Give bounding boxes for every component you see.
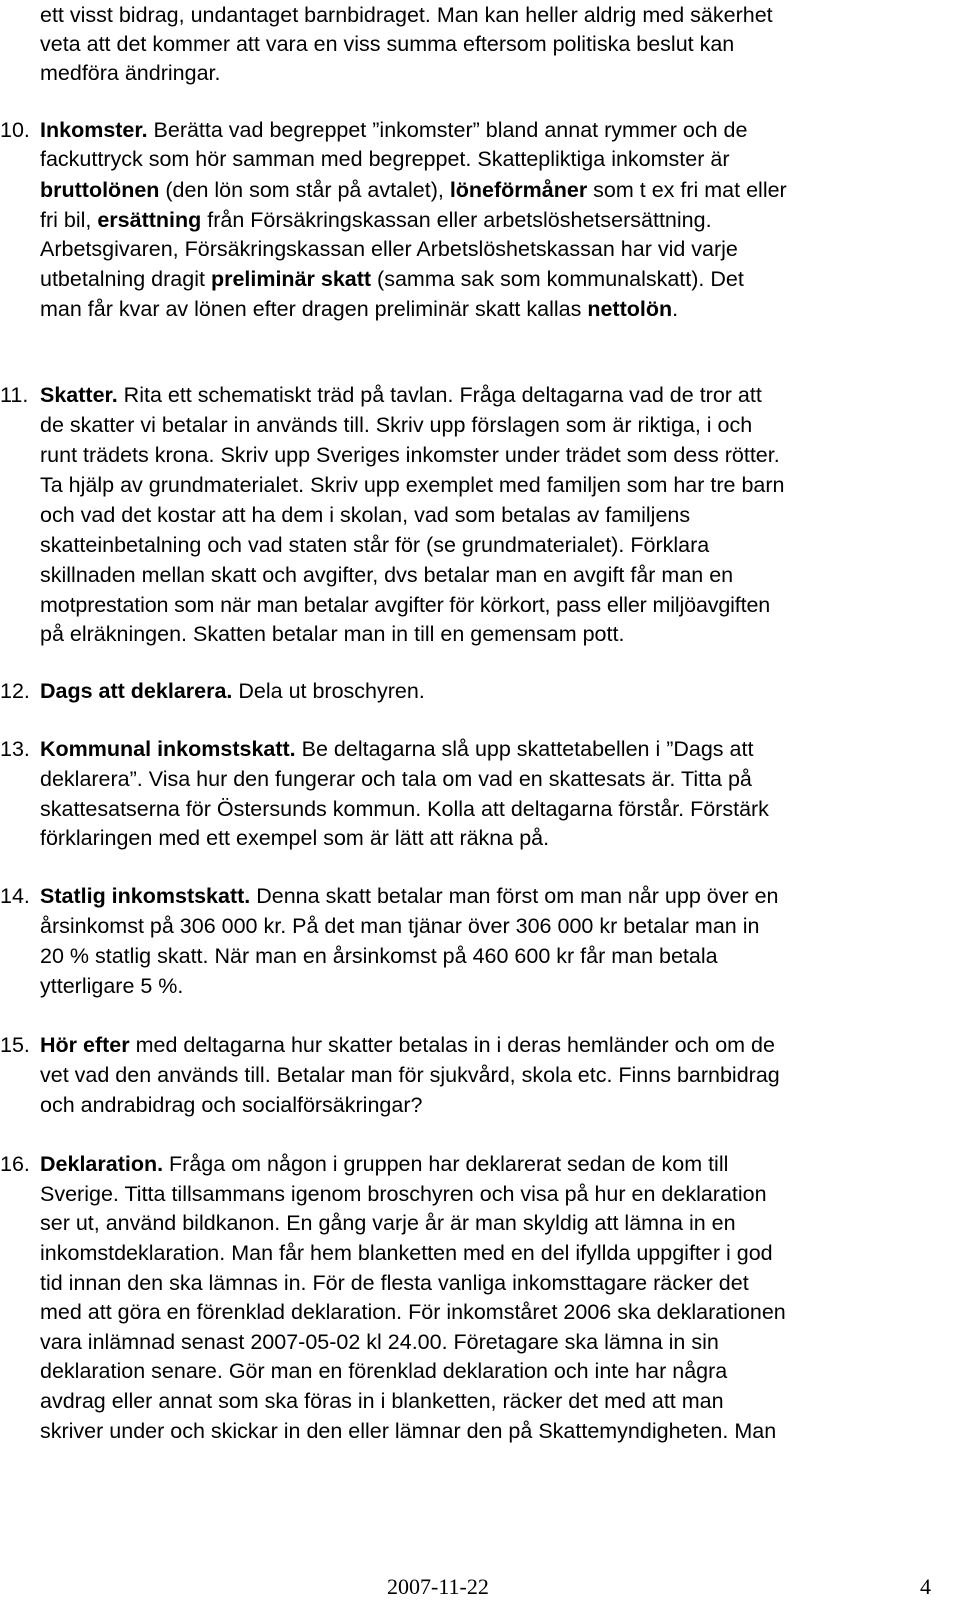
text-line: på elräkningen. Skatten betalar man in till en gemensam pott. (40, 622, 625, 646)
item-number: 10. (0, 118, 30, 142)
text-line: skillnaden mellan skatt och avgifter, dvs betalar man en avgift får man en (40, 563, 734, 587)
text-line: skattesatserna för Östersunds kommun. Kolla att deltagarna förstår. Förstärk (40, 797, 769, 821)
item-first-line (40, 881, 779, 911)
item-text: Denna skatt betalar man först om man når upp över en (250, 884, 779, 908)
item-text: Berätta vad begreppet ”inkomster” bland annat rymmer och de (147, 118, 748, 142)
item-number: 13. (0, 737, 30, 761)
item-title: Kommunal inkomstskatt. (40, 737, 296, 761)
page-footer (0, 1572, 960, 1602)
text-line: motprestation som när man betalar avgifter för körkort, pass eller miljöavgiften (40, 593, 771, 617)
text-line: och vad det kostar att ha dem i skolan, vad som betalas av familjens (40, 503, 691, 527)
item-number: 11. (0, 383, 29, 407)
text-line: deklarera”. Visa hur den fungerar och tala om vad en skattesats är. Titta på (40, 767, 752, 791)
term-ersattning: ersättning (97, 208, 202, 232)
item-title: Deklaration. (40, 1152, 164, 1176)
term-nettolon: nettolön (587, 297, 673, 321)
text-span: (den lön som står på avtalet), (159, 178, 450, 202)
item-number: 16. (0, 1152, 30, 1176)
text-span: från Försäkringskassan eller arbetslöshetsersättning. (201, 208, 712, 232)
item-title: Hör efter (40, 1033, 130, 1057)
item-first-line (40, 1030, 775, 1060)
text-line: skriver under och skickar in den eller lämnar den på Skattemyndigheten. Man (40, 1419, 777, 1443)
item-first-line (40, 734, 753, 764)
text-line: Ta hjälp av grundmaterialet. Skriv upp exemplet med familjen som har tre barn (40, 473, 785, 497)
text-line: vara inlämnad senast 2007-05-02 kl 24.00. Företagare ska lämna in sin (40, 1330, 719, 1354)
text-line (40, 264, 744, 294)
text-line: fackuttryck som hör samman med begreppet. Skattepliktiga inkomster är (40, 147, 730, 171)
item-first-line (40, 380, 762, 410)
text-line: med att göra en förenklad deklaration. För inkomståret 2006 ska deklarationen (40, 1300, 786, 1324)
text-line: de skatter vi betalar in används till. Skriv upp förslagen som är riktiga, i och (40, 413, 753, 437)
item-text: med deltagarna hur skatter betalas in i deras hemländer och om de (129, 1033, 775, 1057)
text-line: och andrabidrag och socialförsäkringar? (40, 1093, 423, 1117)
text-span: som t ex fri mat eller (587, 178, 787, 202)
term-loneformaner: löneförmåner (449, 178, 588, 202)
item-text: Fråga om någon i gruppen har deklarerat sedan de kom till (163, 1152, 729, 1176)
text-line: deklaration senare. Gör man en förenklad deklaration och inte har några (40, 1359, 728, 1383)
text-line: ytterligare 5 %. (40, 974, 184, 998)
text-span: fri bil, (40, 208, 98, 232)
text-line: Sverige. Titta tillsammans igenom broschyren och visa på hur en deklaration (40, 1182, 767, 1206)
item-text: Dela ut broschyren. (232, 679, 425, 703)
item-title: Inkomster. (40, 118, 148, 142)
text-line (40, 175, 787, 205)
item-first-line (40, 676, 425, 706)
text-line (40, 205, 712, 235)
text-span: utbetalning dragit (40, 267, 211, 291)
text-line: 20 % statlig skatt. När man en årsinkomst på 460 600 kr får man betala (40, 944, 718, 968)
term-preliminar-skatt: preliminär skatt (210, 267, 372, 291)
text-line: vet vad den används till. Betalar man för sjukvård, skola etc. Finns barnbidrag (40, 1063, 780, 1087)
text-line: tid innan den ska lämnas in. För de flesta vanliga inkomsttagare räcker det (40, 1271, 749, 1295)
term-bruttolonen: bruttolönen (40, 178, 160, 202)
text-line: Arbetsgivaren, Försäkringskassan eller Arbetslöshetskassan har vid varje (40, 237, 738, 261)
text-line: avdrag eller annat som ska föras in i blanketten, räcker det med att man (40, 1389, 724, 1413)
text-line: veta att det kommer att vara en viss summa eftersom politiska beslut kan (40, 32, 735, 56)
text-line: skatteinbetalning och vad staten står för (se grundmaterialet). Förklara (40, 533, 710, 557)
text-line: medföra ändringar. (40, 61, 221, 85)
item-title: Statlig inkomstskatt. (40, 884, 251, 908)
footer-date: 2007-11-22 (387, 1574, 489, 1599)
item-text: Be deltagarna slå upp skattetabellen i ”Dags att (295, 737, 754, 761)
text-line: förklaringen med ett exempel som är lätt att räkna på. (40, 826, 550, 850)
text-line (40, 294, 678, 324)
item-title: Skatter. (40, 383, 118, 407)
page-number: 4 (920, 1574, 931, 1599)
text-line: runt trädets krona. Skriv upp Sveriges inkomster under trädet som dess rötter. (40, 443, 780, 467)
text-span: (samma sak som kommunalskatt). Det (371, 267, 744, 291)
text-line: inkomstdeklaration. Man får hem blanketten med en del ifyllda uppgifter i god (40, 1241, 773, 1265)
item-title: Dags att deklarera. (40, 679, 233, 703)
item-first-line (40, 1149, 728, 1179)
item-number: 15. (0, 1033, 30, 1057)
text-line: ser ut, använd bildkanon. En gång varje år är man skyldig att lämna in en (40, 1211, 736, 1235)
text-line: ett visst bidrag, undantaget barnbidraget. Man kan heller aldrig med säkerhet (40, 3, 773, 27)
text-span: man får kvar av lönen efter dragen preliminär skatt kallas (40, 297, 588, 321)
item-first-line (40, 115, 747, 145)
text-line: årsinkomst på 306 000 kr. På det man tjänar över 306 000 kr betalar man in (40, 914, 760, 938)
item-number: 12. (0, 679, 30, 703)
item-text: Rita ett schematiskt träd på tavlan. Fråga deltagarna vad de tror att (117, 383, 762, 407)
text-span: . (672, 297, 679, 321)
item-number: 14. (0, 884, 30, 908)
